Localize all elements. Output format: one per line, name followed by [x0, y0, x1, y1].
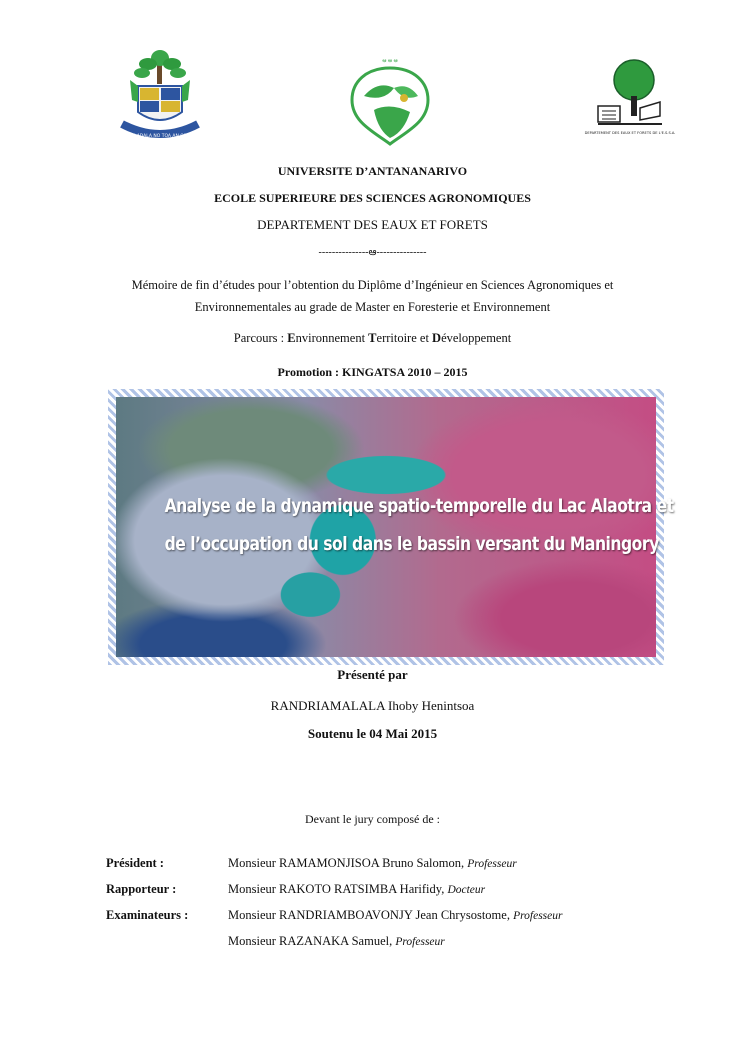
crest-motto: TANY ADALA NO TOA AN ORANA	[123, 134, 197, 139]
svg-text:ఆ ఆ ఆ: ఆ ఆ ఆ	[382, 58, 398, 64]
jury-member-name: Monsieur RAKOTO RATSIMBA Harifidy,	[228, 882, 448, 896]
department-logo-caption: DEPARTEMENT DES EAUX ET FORETS DE L'E.S.S.A.	[584, 131, 676, 135]
thesis-title	[164, 487, 674, 563]
memoire-line-1: Mémoire de fin d’études pour l’obtention du Diplôme d’Ingénieur en Sciences Agronomiques et	[131, 278, 614, 292]
parcours-t-initial: T	[368, 331, 377, 345]
jury-member-name: Monsieur RANDRIAMBOAVONJY Jean Chrysostome,	[228, 908, 514, 922]
cover-image-frame	[108, 389, 674, 665]
department-name: DEPARTEMENT DES EAUX ET FORETS	[257, 217, 488, 232]
jury-member	[228, 882, 485, 897]
satellite-image	[116, 397, 674, 657]
promotion-line: Promotion : KINGATSA 2010 – 2015	[277, 365, 468, 379]
jury-row	[106, 882, 666, 902]
university-crest-logo	[108, 40, 212, 144]
jury-member-title: Professeur	[513, 910, 563, 922]
jury-member	[228, 908, 562, 923]
jury-role: Président :	[106, 856, 164, 870]
jury-member-title: Professeur	[395, 936, 445, 948]
parcours-line	[0, 331, 745, 346]
jury-row	[106, 908, 666, 928]
tree-icon	[134, 50, 186, 84]
memoire-description	[0, 274, 745, 318]
jury-role: Examinateurs :	[106, 908, 189, 922]
essa-emblem-logo	[344, 52, 436, 148]
defense-date: Soutenu le 04 Mai 2015	[307, 726, 438, 741]
jury-member-title: Professeur	[467, 858, 517, 870]
thesis-title-line-2: de l’occupation du sol dans le bassin versant du Maningory	[164, 533, 659, 555]
jury-member	[228, 856, 517, 871]
department-logo	[584, 56, 676, 144]
jury-row	[106, 856, 666, 876]
parcours-t-rest: erritoire et	[376, 331, 433, 345]
university-name: UNIVERSITE D’ANTANANARIVO	[277, 164, 468, 178]
jury-member-name: Monsieur RAZANAKA Samuel,	[228, 934, 396, 948]
jury-role: Rapporteur :	[106, 882, 177, 896]
jury-row	[106, 934, 666, 954]
parcours-e-initial: E	[287, 331, 296, 345]
jury-intro: Devant le jury composé de :	[305, 812, 440, 826]
jury-member-title: Docteur	[447, 884, 486, 896]
parcours-e-rest: nvironnement	[295, 331, 369, 345]
school-name: ECOLE SUPERIEURE DES SCIENCES AGRONOMIQUES	[214, 191, 531, 205]
presented-by-label: Présenté par	[337, 667, 408, 682]
parcours-d-rest: éveloppement	[441, 331, 512, 345]
parcours-d-initial: D	[432, 331, 442, 345]
separator-ornament: ---------------ఆ---------------	[318, 247, 427, 258]
tree-crown-icon	[614, 60, 654, 100]
author-name: RANDRIAMALALA Ihoby Henintsoa	[270, 698, 475, 713]
jury-member	[228, 934, 445, 949]
jury-member-name: Monsieur RAMAMONJISOA Bruno Salomon,	[228, 856, 468, 870]
thesis-title-line-1: Analyse de la dynamique spatio-temporelle du Lac Alaotra et	[164, 495, 674, 517]
memoire-line-2: Environnementales au grade de Master en Foresterie et Environnement	[194, 300, 551, 314]
parcours-label: Parcours :	[233, 331, 288, 345]
